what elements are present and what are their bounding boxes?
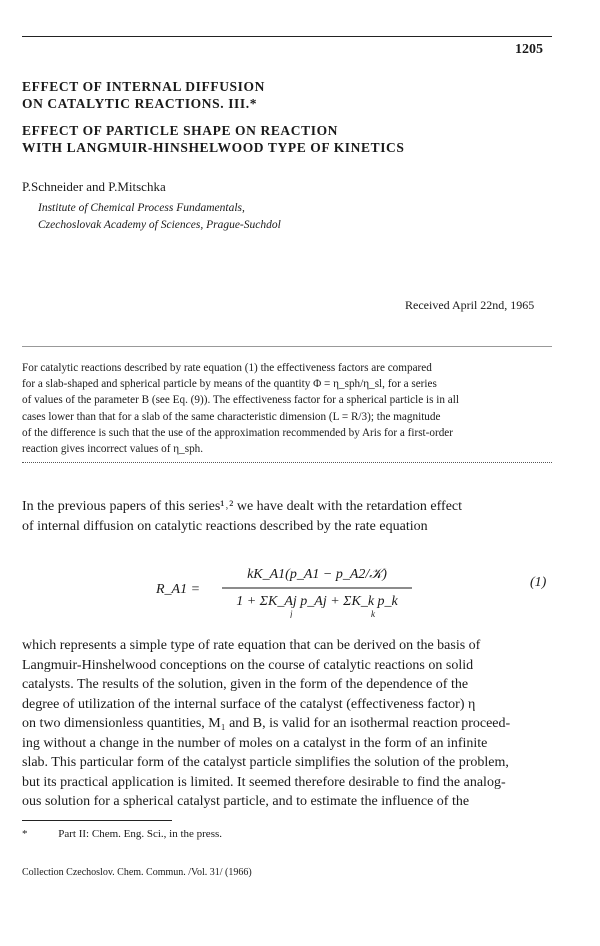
title-line-4: WITH LANGMUIR-HINSHELWOOD TYPE OF KINETICS (22, 140, 405, 155)
abstract-line: cases lower than that for a slab of the same characteristic dimension (L = R/3); the magnitude (22, 410, 441, 423)
footnote-rule (22, 820, 172, 821)
footnote-text: Part II: Chem. Eng. Sci., in the press. (58, 828, 223, 840)
title-line-3: EFFECT OF PARTICLE SHAPE ON REACTION (22, 123, 339, 138)
title-line-1: EFFECT OF INTERNAL DIFFUSION (22, 79, 265, 94)
equation-denominator: 1 + ΣK_Aj p_Aj + ΣK_k p_k (236, 594, 398, 609)
body-line: but its practical application is limited. It seemed therefore desirable to find the analog- (22, 774, 506, 790)
equation-numerator: kK_A1(p_A1 − p_A2/𝒦) (247, 567, 387, 582)
footnote-mark: * (22, 828, 28, 840)
abstract-divider (22, 462, 552, 463)
abstract (22, 360, 558, 457)
affiliation-line-1: Institute of Chemical Process Fundamentals, (38, 202, 245, 214)
equation-lhs: R_A1 = (156, 582, 201, 597)
body-line: slab. This particular form of the catalyst particle simplifies the solution of the problem, (22, 755, 509, 770)
received-date: Received April 22nd, 1965 (405, 298, 535, 312)
body-line: ous solution for a spherical catalyst particle, and to estimate the influence of the (22, 794, 470, 809)
sum-index-j: j (290, 609, 293, 618)
abstract-line: for a slab-shaped and spherical particle by means of the quantity Φ = η_sph/η_sl, for a series (22, 378, 437, 391)
body-line: which represents a simple type of rate equation that can be derived on the basis of (22, 638, 481, 653)
body-line: degree of utilization of the internal surface of the catalyst (effectiveness factor) η (22, 696, 476, 712)
abstract-rule (22, 346, 552, 347)
body-paragraph (22, 636, 550, 812)
abstract-line: For catalytic reactions described by rate equation (1) the effectiveness factors are compared (22, 362, 432, 374)
header-rule (22, 36, 552, 37)
equation-label: (1) (530, 575, 547, 590)
body-line: ing without a change in the number of moles on a catalyst in the form of an infinite (22, 735, 488, 751)
abstract-line: of the difference is such that the use of the approximation recommended by Aris for a first-order (22, 426, 453, 439)
rate-equation (150, 562, 550, 618)
intro-paragraph (22, 497, 550, 536)
body-line: catalysts. The results of the solution, given in the form of the dependence of the (22, 677, 469, 692)
authors: P.Schneider and P.Mitschka (22, 179, 166, 194)
abstract-line: of values of the parameter B (see Eq. (9)). The effectiveness factor for a spherical particle is in all (22, 394, 459, 407)
sum-index-k: k (371, 609, 375, 618)
affiliation-line-2: Czechoslovak Academy of Sciences, Prague-Suchdol (38, 219, 281, 231)
footnote (22, 828, 222, 840)
body-line: Langmuir-Hinshelwood conceptions on the course of catalytic reactions on solid (22, 657, 474, 673)
journal-footer: Collection Czechoslov. Chem. Commun. /Vol. 31/ (1966) (22, 867, 252, 878)
body-line: of internal diffusion on catalytic reactions described by the rate equation (22, 518, 428, 534)
abstract-line: reaction gives incorrect values of η_sph. (22, 443, 204, 456)
body-line: on two dimensionless quantities, M₁ and B, is valid for an isothermal reaction proceed- (22, 716, 511, 731)
title-line-2: ON CATALYTIC REACTIONS. III.* (22, 96, 258, 111)
body-line: In the previous papers of this series¹˒² we have dealt with the retardation effect (22, 499, 463, 514)
page-number: 1205 (515, 42, 543, 57)
